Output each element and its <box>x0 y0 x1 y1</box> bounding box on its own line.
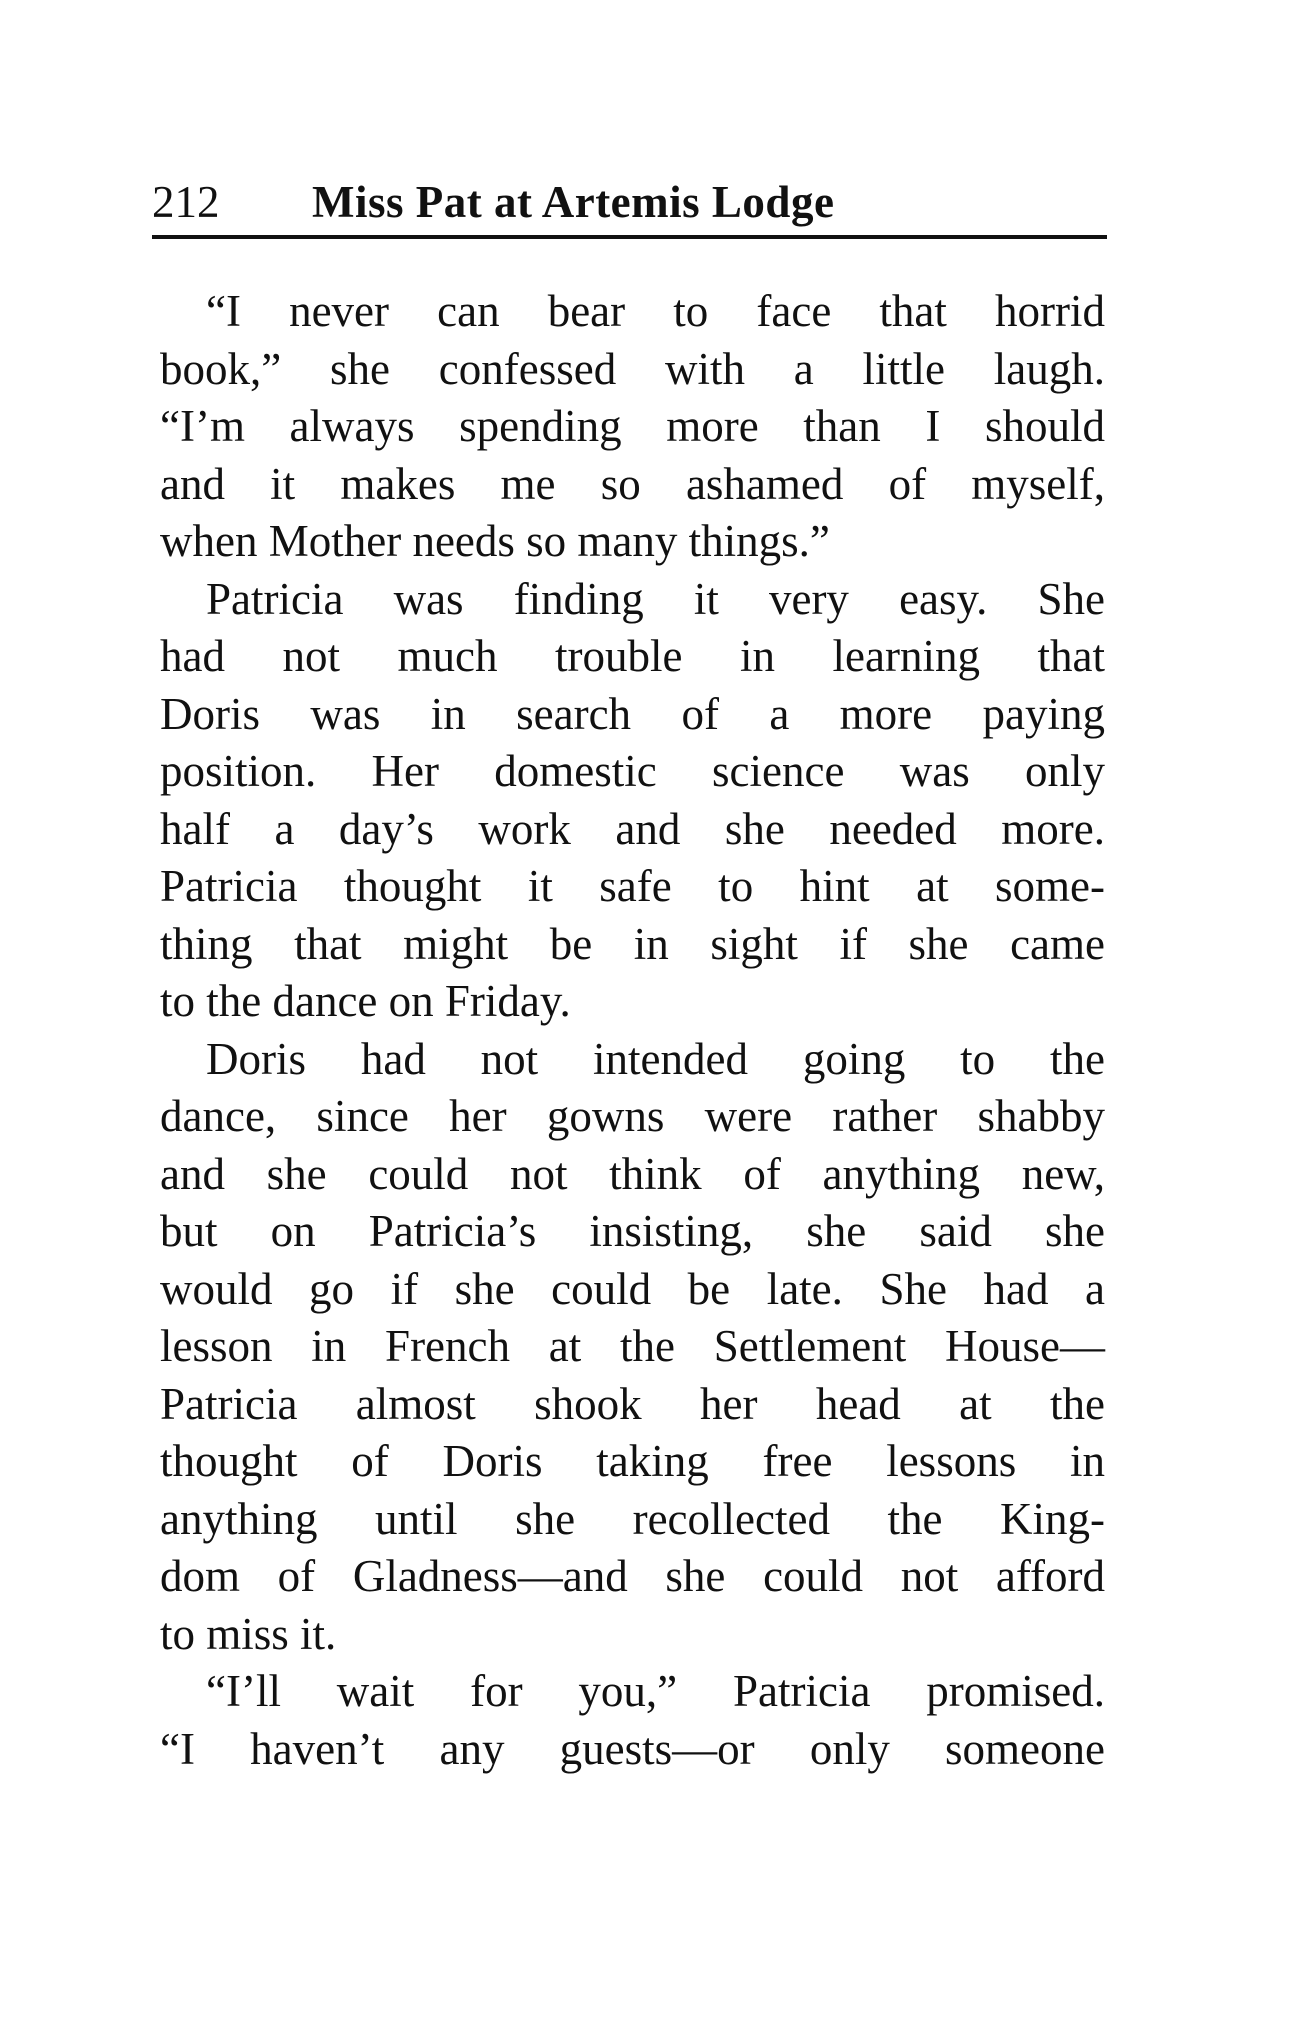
text-line: had not much trouble in learning that <box>160 631 1105 681</box>
text-line: book,” she confessed with a little laugh. <box>160 343 1105 394</box>
header-rule <box>152 235 1107 239</box>
text-line: and it makes me so ashamed of myself, <box>160 458 1105 509</box>
text-line: “I’ll wait for you,” Patricia promised. <box>206 1666 1105 1716</box>
text-line: Patricia almost shook her head at the <box>160 1378 1105 1429</box>
text-line: Patricia thought it safe to hint at some- <box>160 861 1105 911</box>
text-line: “I never can bear to face that horrid <box>206 286 1105 336</box>
text-line: Doris was in search of a more paying <box>160 688 1105 739</box>
running-title: Miss Pat at Artemis Lodge <box>312 177 835 227</box>
text-line: half a day’s work and she needed more. <box>160 803 1105 854</box>
text-line: lesson in French at the Settlement House— <box>160 1321 1105 1371</box>
text-line: to the dance on Friday. <box>160 976 571 1026</box>
text-line: to miss it. <box>160 1608 337 1659</box>
text-line: dance, since her gowns were rather shabby <box>160 1091 1105 1141</box>
text-line: dom of Gladness—and she could not afford <box>160 1551 1105 1601</box>
page-header <box>152 172 1107 232</box>
page-number: 212 <box>152 177 220 227</box>
text-line: thing that might be in sight if she came <box>160 918 1105 969</box>
text-line: “I’m always spending more than I should <box>160 401 1105 451</box>
text-line: would go if she could be late. She had a <box>160 1263 1105 1314</box>
text-line: thought of Doris taking free lessons in <box>160 1436 1105 1486</box>
text-line: when Mother needs so many things.” <box>160 516 830 566</box>
body-text <box>160 283 1105 1778</box>
text-line: “I haven’t any guests—or only someone <box>160 1723 1105 1774</box>
text-line: Patricia was finding it very easy. She <box>206 573 1105 624</box>
text-line: and she could not think of anything new, <box>160 1148 1105 1199</box>
text-line: position. Her domestic science was only <box>160 746 1105 796</box>
text-line: Doris had not intended going to the <box>206 1033 1105 1084</box>
text-line: but on Patricia’s insisting, she said she <box>160 1206 1105 1256</box>
text-line: anything until she recollected the King- <box>160 1493 1105 1544</box>
